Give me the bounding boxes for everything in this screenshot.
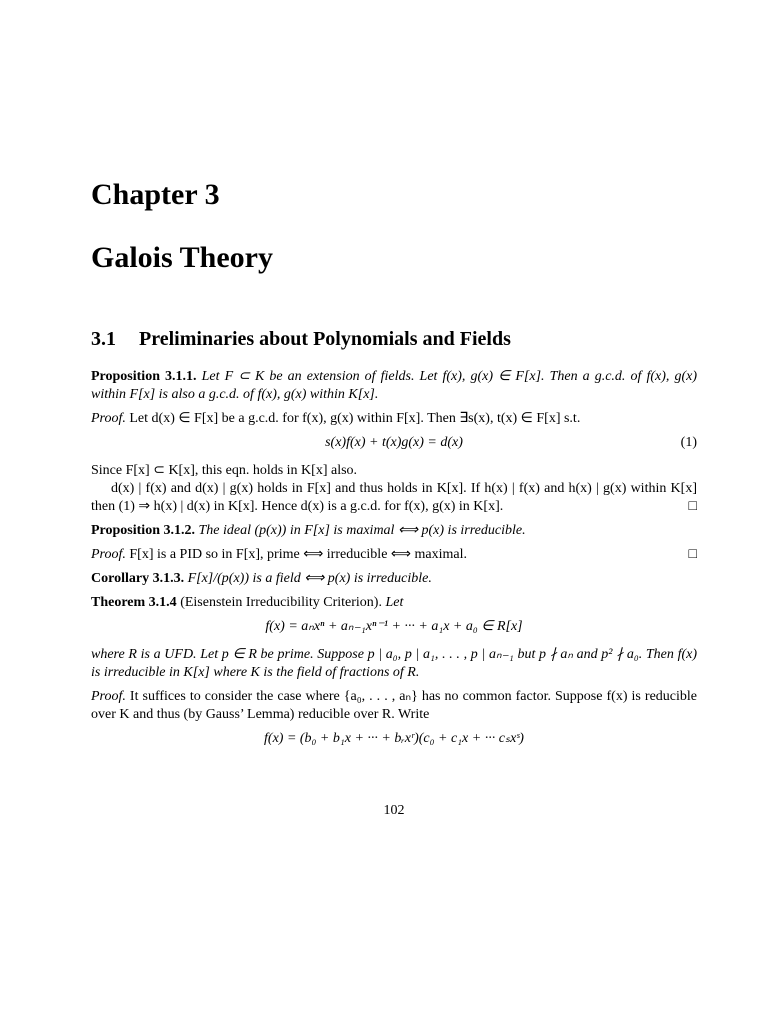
theorem-3-1-4	[91, 594, 697, 612]
theorem-lead: Let	[385, 595, 404, 610]
proof-label: Proof.	[91, 689, 126, 704]
section-title: Preliminaries about Polynomials and Fields	[139, 328, 511, 350]
theorem-equation: f(x) = aₙxⁿ + aₙ₋₁xⁿ⁻¹ + ··· + a₁x + a₀ ∈ R[x]	[265, 619, 523, 634]
proof-3-equation: f(x) = (b₀ + b₁x + ··· + bᵣxʳ)(c₀ + c₁x + ··· cₛxˢ)	[264, 731, 524, 746]
page-number: 102	[383, 803, 405, 818]
chapter-title: Galois Theory	[91, 241, 273, 274]
proof-3	[91, 688, 697, 724]
prop-label: Proposition 3.1.2.	[91, 523, 195, 538]
corollary-3-1-3	[91, 570, 697, 588]
prop-statement: Let F ⊂ K be an extension of fields. Let f(x), g(x) ∈ F[x]. Then a g.c.d. of f(x), g(x) within F[x] is also a g.c.d. of f(x), g(x) within K[x].	[91, 369, 697, 402]
theorem-label: Theorem 3.1.4	[91, 595, 177, 610]
proof-1-line3-text: d(x) | f(x) and d(x) | g(x) holds in F[x] and thus holds in K[x]. If h(x) | f(x) and h(x) | g(x) within K[x] then (1) ⇒ h(x) | d(x) in K[x]. Hence d(x) is a g.c.d. for f(x), g(x) in K[x].	[91, 481, 697, 514]
proof-1-line3	[91, 480, 697, 516]
prop-label: Proposition 3.1.1.	[91, 369, 197, 384]
section-number: 3.1	[91, 328, 116, 350]
theorem-statement: where R is a UFD. Let p ∈ R be prime. Suppose p | a₀, p | a₁, . . . , p | aₙ₋₁ but p ∤ aₙ and p² ∤ a₀. Then f(x) is irreducible in K[x] where K is the field of fractions of R.	[91, 647, 697, 680]
proposition-3-1-2	[91, 522, 697, 540]
proof-1-line2: Since F[x] ⊂ K[x], this eqn. holds in K[x] also.	[91, 463, 358, 478]
page-body	[91, 368, 697, 758]
proof-1	[91, 410, 697, 428]
corollary-label: Corollary 3.1.3.	[91, 571, 185, 586]
equation-number: (1)	[680, 435, 697, 450]
prop-statement: The ideal (p(x)) in F[x] is maximal ⟺ p(x) is irreducible.	[198, 523, 526, 538]
proof-label: Proof.	[91, 411, 126, 426]
qed-symbol: □	[688, 499, 697, 514]
theorem-name: (Eisenstein Irreducibility Criterion).	[180, 595, 382, 610]
proof-2	[91, 546, 697, 564]
proof-text: F[x] is a PID so in F[x], prime ⟺ irreducible ⟺ maximal.	[129, 547, 467, 562]
proof-text: Let d(x) ∈ F[x] be a g.c.d. for f(x), g(x) within F[x]. Then ∃s(x), t(x) ∈ F[x] s.t.	[129, 411, 581, 426]
qed-symbol: □	[688, 547, 697, 562]
proposition-3-1-1	[91, 368, 697, 404]
equation-text: s(x)f(x) + t(x)g(x) = d(x)	[325, 435, 463, 450]
proof-text: It suffices to consider the case where {a₀, . . . , aₙ} has no common factor. Suppose f(x) is reducible over K and thus (by Gauss’ Lemma) reducible over R. Write	[91, 689, 697, 722]
corollary-statement: F[x]/(p(x)) is a field ⟺ p(x) is irreducible.	[187, 571, 432, 586]
section-heading	[91, 328, 511, 351]
proof-label: Proof.	[91, 547, 126, 562]
chapter-label: Chapter 3	[91, 178, 220, 211]
equation-1	[91, 434, 697, 452]
